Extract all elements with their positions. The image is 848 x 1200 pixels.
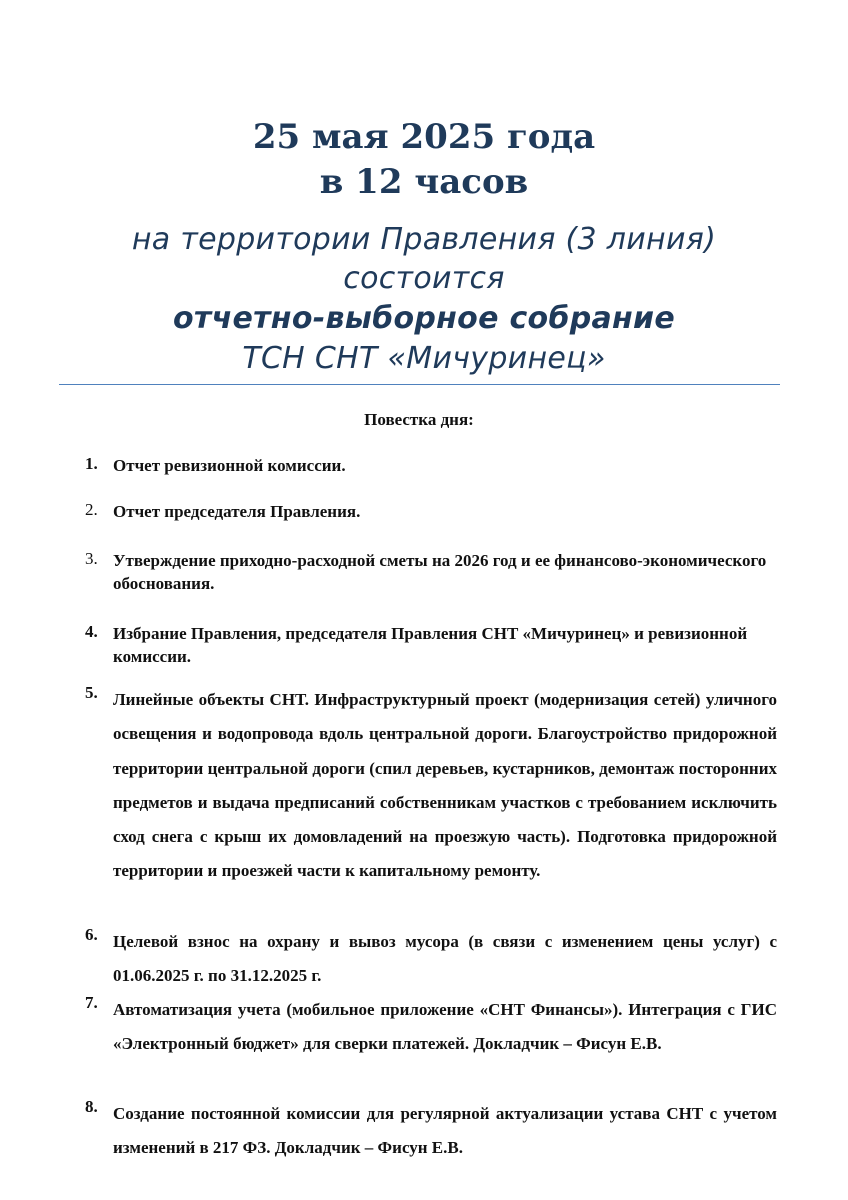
- meeting-location: на территории Правления (3 линия): [131, 222, 717, 257]
- agenda-item: [85, 454, 777, 477]
- agenda-item-number: 1.: [85, 454, 98, 473]
- agenda-item-number: 5.: [85, 683, 98, 702]
- agenda-item: [85, 993, 777, 1062]
- agenda-item: [85, 683, 777, 889]
- meeting-time: в 12 часов: [319, 162, 529, 202]
- agenda-item-text: Отчет ревизионной комиссии.: [113, 456, 346, 475]
- agenda-item-text: Избрание Правления, председателя Правления СНТ «Мичуринец» и ревизионной комиссии.: [113, 624, 748, 666]
- agenda-item-text: Отчет председателя Правления.: [113, 502, 361, 521]
- will-be-held-text: состоится: [343, 261, 505, 296]
- agenda-title: Повестка дня:: [364, 410, 474, 429]
- agenda-item-number: 2.: [85, 500, 98, 519]
- agenda-item-text: Автоматизация учета (мобильное приложение «СНТ Финансы»). Интеграция с ГИС «Электронный бюджет» для сверки платежей. Докладчик – Фисун Е.В.: [113, 1000, 777, 1054]
- agenda-item-number: 7.: [85, 993, 98, 1012]
- agenda-item-text: Целевой взнос на охрану и вывоз мусора (в связи с изменением цены услуг) с 01.06.2025 г. по 31.12.2025 г.: [113, 932, 777, 986]
- agenda-item-number: 4.: [85, 622, 98, 641]
- agenda-item: [85, 549, 777, 595]
- agenda-item-number: 3.: [85, 549, 98, 568]
- meeting-type: отчетно-выборное собрание: [172, 301, 676, 336]
- agenda-item-text: Создание постоянной комиссии для регулярной актуализации устава СНТ с учетом изменений в 217 ФЗ. Докладчик – Фисун Е.В.: [113, 1104, 777, 1158]
- agenda-item: [85, 1097, 777, 1166]
- agenda-item-number: 8.: [85, 1097, 98, 1116]
- header-divider: [59, 384, 780, 385]
- agenda-item: [85, 925, 777, 994]
- agenda-item: [85, 622, 777, 668]
- agenda-item: [85, 500, 777, 523]
- organization-name: ТСН СНТ «Мичуринец»: [242, 341, 606, 376]
- agenda-item-text: Линейные объекты СНТ. Инфраструктурный проект (модернизация сетей) уличного освещения и водопровода вдоль центральной дороги. Благоустройство придорожной территории центральной дороги (спил деревьев, кустарников, демонтаж посторонних предметов и выдача предписаний собственникам участков с требованием исключить сход снега с крыш их домовладений на проезжую часть). Подготовка придорожной территории и проезжей части к капитальному ремонту.: [113, 690, 777, 881]
- agenda-item-number: 6.: [85, 925, 98, 944]
- agenda-item-text: Утверждение приходно-расходной сметы на 2026 год и ее финансово-экономического обоснования.: [113, 551, 767, 593]
- meeting-date: 25 мая 2025 года: [252, 117, 596, 157]
